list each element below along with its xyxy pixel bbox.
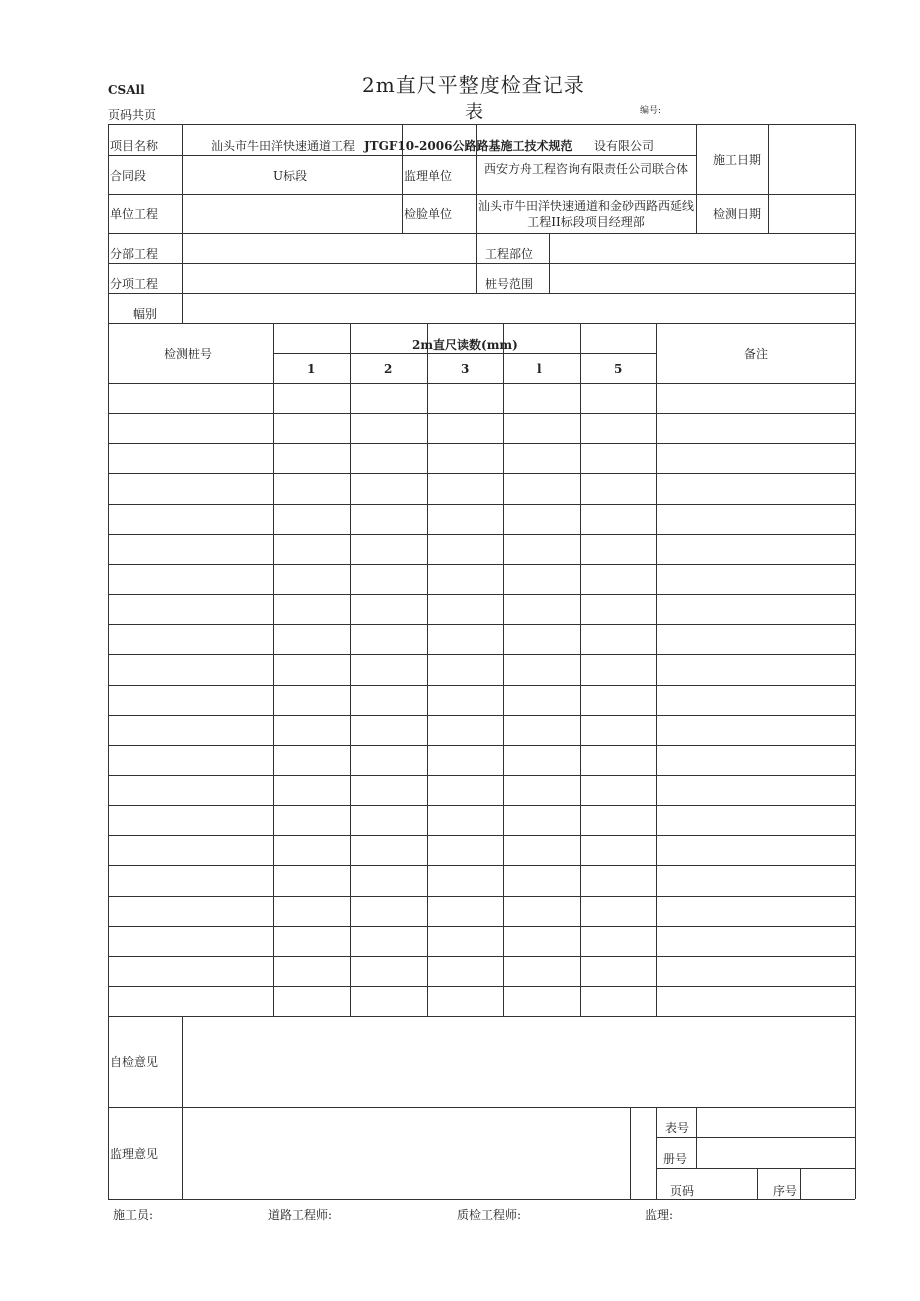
grid-line [656,1168,855,1169]
grid-line [273,353,656,354]
grid-line [108,835,855,836]
page-title: 2m直尺平整度检查记录 [362,73,585,97]
grid-line [108,1016,855,1017]
supervision-unit-value: 西安方舟工程咨询有限责任公司联合体 [483,162,688,176]
grid-line [503,323,504,1016]
seq-no-label: 序号 [773,1184,798,1198]
reading-column-2: 2 [384,362,393,376]
grid-line [108,1199,855,1200]
project-name-label: 项目名称 [110,139,159,153]
construction-date-label: 施工日期 [713,153,762,167]
grid-line [108,233,855,234]
grid-line [108,124,855,125]
grid-line [800,1168,801,1199]
grid-line [656,323,657,1016]
contract-section-value: U标段 [273,169,308,183]
inspection-unit-value: 汕头市牛田洋快速通道和金砂西路西延线工程II标段项目经理部 [478,199,695,229]
grid-line [273,323,274,1016]
contract-section-label: 合同段 [110,169,147,183]
grid-line [108,594,855,595]
page-count-label: 页码共页 [108,108,157,122]
reading-column-3: 3 [461,362,470,376]
grid-line [108,865,855,866]
grid-line [696,194,855,195]
grid-line [855,124,856,1199]
grid-line [182,124,183,233]
grid-line [108,1107,855,1108]
grid-line [630,1107,631,1199]
page-no-label: 页码 [670,1184,695,1198]
grid-line [580,323,581,1016]
grid-line [108,926,855,927]
station-range-label: 桩号范围 [485,277,534,291]
station-header: 检测桩号 [164,347,213,361]
form-no-label: 表号 [665,1121,690,1135]
supervision-opinion-label: 监理意见 [110,1147,159,1161]
reading-column-5: 5 [614,362,623,376]
reading-column-1: 1 [307,362,316,376]
grid-line [108,956,855,957]
grid-line [757,1168,758,1199]
grid-line [549,233,550,293]
item-project-label: 分项工程 [110,277,159,291]
readings-header: 2m直尺读数(mm) [412,338,518,352]
inspection-unit-label: 检脸单位 [404,207,453,221]
grid-line [108,986,855,987]
form-code: CSAll [108,83,145,97]
grid-line [656,1137,855,1138]
grid-line [108,564,855,565]
footer-road-engineer: 道路工程师: [268,1208,333,1222]
grid-line [108,413,855,414]
volume-no-label: 册号 [663,1152,688,1166]
grid-line [108,715,855,716]
grid-line [427,323,428,1016]
grid-line [108,685,855,686]
grid-line [108,473,855,474]
grid-line [108,293,855,294]
footer-builder: 施工员: [113,1208,154,1222]
standard-overlay: JTGF10-2006公路路基施工技术规范 [364,139,573,153]
grid-line [108,323,855,324]
grid-line [108,263,855,264]
serial-number-label: 编号: [640,106,662,116]
grid-line [108,534,855,535]
grid-line [768,124,769,233]
project-name-value: 汕头市牛田洋快速通道工程 [211,139,356,153]
footer-supervisor: 监理: [645,1208,674,1222]
grid-line [108,383,855,384]
reading-column-4: l [537,362,542,376]
grid-line [108,124,109,1199]
grid-line [108,805,855,806]
grid-line [108,443,855,444]
grid-line [182,233,183,323]
grid-line [108,896,855,897]
sub-project-label: 分部工程 [110,247,159,261]
grid-line [108,775,855,776]
width-label: 幅别 [133,307,158,321]
grid-line [108,504,855,505]
grid-line [656,1107,657,1199]
self-check-opinion-label: 自检意见 [110,1055,159,1069]
location-label: 工程部位 [485,247,534,261]
grid-line [108,654,855,655]
grid-line [476,233,477,293]
remark-header: 备注 [744,347,769,361]
supervision-unit-label: 监理单位 [404,169,453,183]
footer-qc-engineer: 质检工程师: [457,1208,522,1222]
contractor-name-tail: 设有限公司 [594,139,655,153]
test-date-label: 检测日期 [713,207,762,221]
unit-project-label: 单位工程 [110,207,159,221]
page-title-line2: 表 [465,102,483,123]
grid-line [108,745,855,746]
grid-line [696,124,697,233]
grid-line [108,624,855,625]
